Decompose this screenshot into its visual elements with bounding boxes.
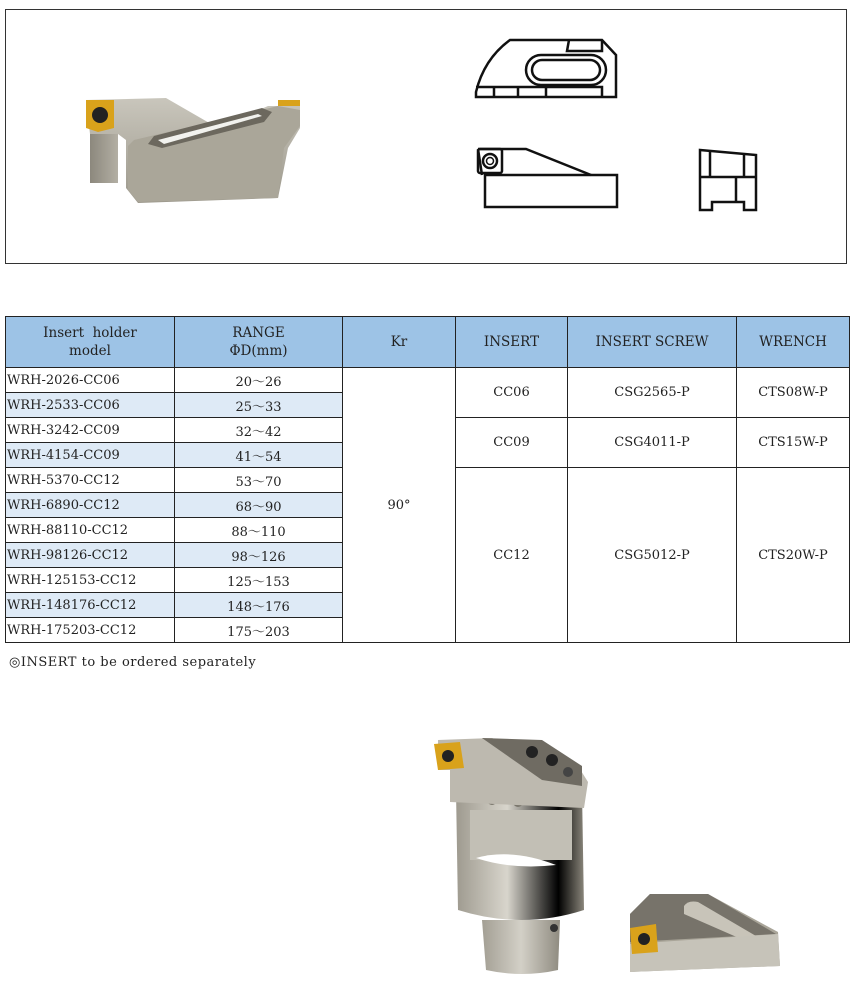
insert-holder-small-image — [628, 894, 782, 976]
table-header-row — [6, 317, 850, 368]
kr-cell: 90° — [343, 368, 456, 643]
header-insert: INSERT — [456, 317, 568, 368]
header-model-line2: model — [69, 343, 111, 359]
end-view-drawing — [698, 148, 760, 212]
model-cell: WRH-2026-CC06 — [6, 368, 175, 393]
header-insert-screw: INSERT SCREW — [568, 317, 737, 368]
header-range — [175, 317, 343, 368]
range-cell: 148～176 — [175, 593, 343, 618]
insert-screw-cell: CSG4011-P — [568, 418, 737, 468]
header-range-line1: RANGE — [232, 325, 285, 341]
range-cell: 98～126 — [175, 543, 343, 568]
specification-table — [5, 316, 850, 643]
range-cell: 20～26 — [175, 368, 343, 393]
wrench-cell: CTS08W-P — [737, 368, 850, 418]
range-cell: 41～54 — [175, 443, 343, 468]
range-cell: 125～153 — [175, 568, 343, 593]
range-cell: 32～42 — [175, 418, 343, 443]
header-model-line1: Insert holder — [43, 325, 137, 341]
wrench-cell: CTS15W-P — [737, 418, 850, 468]
insert-cell: CC12 — [456, 468, 568, 643]
model-cell: WRH-5370-CC12 — [6, 468, 175, 493]
insert-cell: CC06 — [456, 368, 568, 418]
model-cell: WRH-3242-CC09 — [6, 418, 175, 443]
insert-screw-cell: CSG5012-P — [568, 468, 737, 643]
model-cell: WRH-6890-CC12 — [6, 493, 175, 518]
insert-screw-cell: CSG2565-P — [568, 368, 737, 418]
model-cell: WRH-4154-CC09 — [6, 443, 175, 468]
table-row — [6, 368, 850, 393]
front-view-drawing — [474, 37, 624, 103]
model-cell: WRH-88110-CC12 — [6, 518, 175, 543]
range-cell: 68～90 — [175, 493, 343, 518]
header-model — [6, 317, 175, 368]
wrench-cell: CTS20W-P — [737, 468, 850, 643]
model-cell: WRH-98126-CC12 — [6, 543, 175, 568]
model-cell: WRH-148176-CC12 — [6, 593, 175, 618]
insert-cell: CC09 — [456, 418, 568, 468]
header-kr: Kr — [343, 317, 456, 368]
side-view-drawing — [476, 147, 626, 211]
header-range-line2: ΦD(mm) — [229, 343, 288, 359]
range-cell: 88～110 — [175, 518, 343, 543]
model-cell: WRH-175203-CC12 — [6, 618, 175, 643]
header-wrench: WRENCH — [737, 317, 850, 368]
range-cell: 53～70 — [175, 468, 343, 493]
model-cell: WRH-2533-CC06 — [6, 393, 175, 418]
range-cell: 25～33 — [175, 393, 343, 418]
model-cell: WRH-125153-CC12 — [6, 568, 175, 593]
insert-holder-render-image — [78, 88, 310, 208]
order-note: ◎INSERT to be ordered separately — [9, 655, 257, 670]
range-cell: 175～203 — [175, 618, 343, 643]
drawing-panel — [5, 9, 847, 264]
